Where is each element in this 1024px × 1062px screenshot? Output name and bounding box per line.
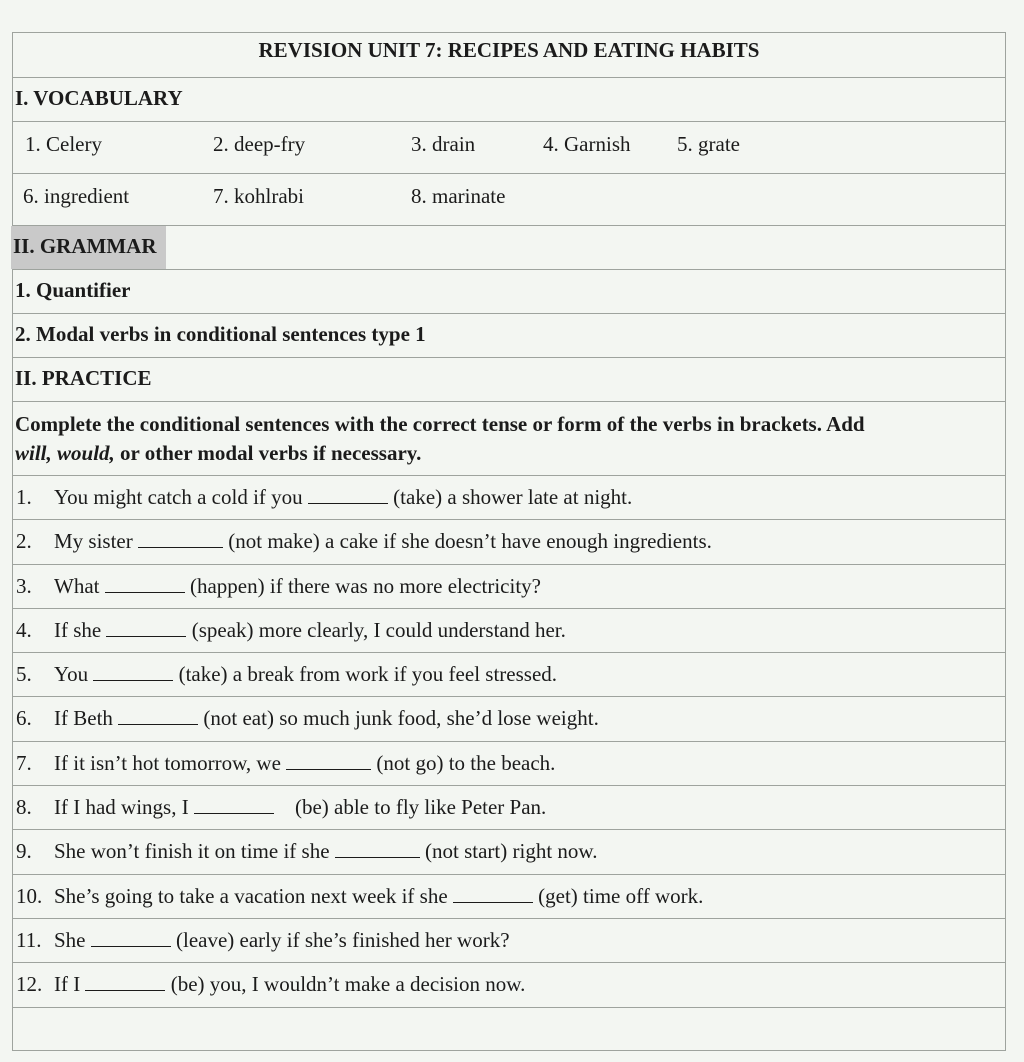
question-number: 6. <box>16 706 32 731</box>
question-text-before: If I <box>54 972 86 997</box>
instruction-text-2: or other modal verbs if necessary. <box>114 441 422 465</box>
question-number: 4. <box>16 617 32 642</box>
answer-blank[interactable] <box>106 618 186 637</box>
question-text-before: If Beth <box>54 706 119 731</box>
question-number: 5. <box>16 662 32 687</box>
question-text-before: You <box>54 662 94 687</box>
question-text-after: (happen) if there was no more electricity? <box>184 573 541 598</box>
vocab-item: 4. Garnish <box>543 132 631 156</box>
question-number: 12. <box>16 972 43 997</box>
question-text <box>54 565 541 607</box>
question-text-after: (not make) a cake if she doesn’t have enough ingredients. <box>223 529 712 554</box>
question-text-before: What <box>54 573 105 598</box>
vocab-item: 6. ingredient <box>23 184 130 208</box>
grammar-topic-row <box>13 313 1005 357</box>
vocabulary-heading: I. VOCABULARY <box>15 86 183 110</box>
question-text-after: (take) a shower late at night. <box>387 485 633 509</box>
question-text-after: (not start) right now. <box>419 839 598 864</box>
page-title: REVISION UNIT 7: RECIPES AND EATING HABITS <box>258 38 760 62</box>
question-text-before: She won’t finish it on time if she <box>54 839 335 864</box>
question-text <box>54 476 632 518</box>
question-text-after: (not go) to the beach. <box>371 750 556 775</box>
question-text-before: If I had wings, I <box>54 795 194 820</box>
question-number: 11. <box>16 927 42 952</box>
vocab-item: 7. kohlrabi <box>213 184 304 208</box>
question-text-before: If she <box>54 617 107 642</box>
vocab-item: 1. Celery <box>25 132 102 156</box>
question-list <box>13 475 1005 1007</box>
question-text-after: (be) able to fly like Peter Pan. <box>273 795 547 820</box>
question-text-after: (leave) early if she’s finished her work? <box>170 927 510 952</box>
question-row <box>13 962 1005 1006</box>
question-text <box>54 609 566 651</box>
question-text-after: (take) a break from work if you feel stressed. <box>173 662 558 687</box>
vocab-item: 2. deep-fry <box>213 132 306 156</box>
grammar-heading-row <box>13 225 1005 269</box>
answer-blank[interactable] <box>85 972 165 991</box>
answer-blank[interactable] <box>335 839 420 858</box>
question-number: 3. <box>16 573 32 598</box>
instruction-text: Complete the conditional sentences with the correct tense or form of the verbs in brackets. Add <box>15 412 865 436</box>
vocabulary-heading-row <box>13 77 1005 121</box>
instruction-row <box>13 401 1005 475</box>
question-number: 1. <box>16 485 32 509</box>
question-number: 9. <box>16 839 32 864</box>
question-row <box>13 475 1005 519</box>
question-number: 2. <box>16 529 32 554</box>
question-text-after: (not eat) so much junk food, she’d lose weight. <box>198 706 599 731</box>
vocab-item: 3. drain <box>411 132 476 156</box>
practice-heading: II. PRACTICE <box>15 366 152 390</box>
answer-blank[interactable] <box>194 795 274 814</box>
grammar-topic: 1. Quantifier <box>15 278 131 302</box>
question-text <box>54 875 703 917</box>
grammar-topic: 2. Modal verbs in conditional sentences type 1 <box>15 322 426 346</box>
practice-heading-row <box>13 357 1005 401</box>
question-row <box>13 829 1005 873</box>
question-text-after: (get) time off work. <box>532 883 704 908</box>
answer-blank[interactable] <box>93 662 173 681</box>
vocabulary-row-2 <box>13 173 1005 225</box>
question-text <box>54 697 599 739</box>
answer-blank[interactable] <box>286 751 371 770</box>
question-row <box>13 785 1005 829</box>
question-text <box>54 963 525 1005</box>
question-row <box>13 874 1005 918</box>
question-number: 7. <box>16 750 32 775</box>
question-number: 10. <box>16 883 43 908</box>
answer-blank[interactable] <box>105 574 185 593</box>
answer-blank[interactable] <box>308 485 388 504</box>
question-row <box>13 564 1005 608</box>
question-text-after: (speak) more clearly, I could understand her. <box>186 617 566 642</box>
title-row <box>13 32 1005 77</box>
question-text-before: My sister <box>54 529 138 554</box>
grammar-heading: II. GRAMMAR <box>11 226 166 269</box>
question-text-before: You might catch a cold if you <box>54 485 308 509</box>
answer-blank[interactable] <box>138 529 223 548</box>
question-row <box>13 608 1005 652</box>
question-number: 8. <box>16 795 32 820</box>
question-text <box>54 919 510 961</box>
question-text-after: (be) you, I wouldn’t make a decision now. <box>165 972 526 997</box>
worksheet-table <box>12 32 1006 1051</box>
vocab-item: 8. marinate <box>411 184 506 208</box>
instruction-modals: will, would, <box>15 441 115 465</box>
grammar-topic-row <box>13 269 1005 313</box>
question-row <box>13 652 1005 696</box>
question-row <box>13 696 1005 740</box>
vocabulary-row-1 <box>13 121 1005 173</box>
question-text-before: If it isn’t hot tomorrow, we <box>54 750 287 775</box>
empty-row <box>13 1007 1005 1051</box>
question-text <box>54 653 557 695</box>
answer-blank[interactable] <box>91 928 171 947</box>
question-row <box>13 519 1005 563</box>
question-text <box>54 742 555 784</box>
vocab-item: 5. grate <box>677 132 740 156</box>
question-text <box>54 830 597 872</box>
question-text <box>54 786 546 828</box>
answer-blank[interactable] <box>118 706 198 725</box>
question-row <box>13 918 1005 962</box>
question-text <box>54 520 712 562</box>
answer-blank[interactable] <box>453 884 533 903</box>
question-text-before: She’s going to take a vacation next week if she <box>54 883 453 908</box>
question-row <box>13 741 1005 785</box>
question-text-before: She <box>54 927 91 952</box>
